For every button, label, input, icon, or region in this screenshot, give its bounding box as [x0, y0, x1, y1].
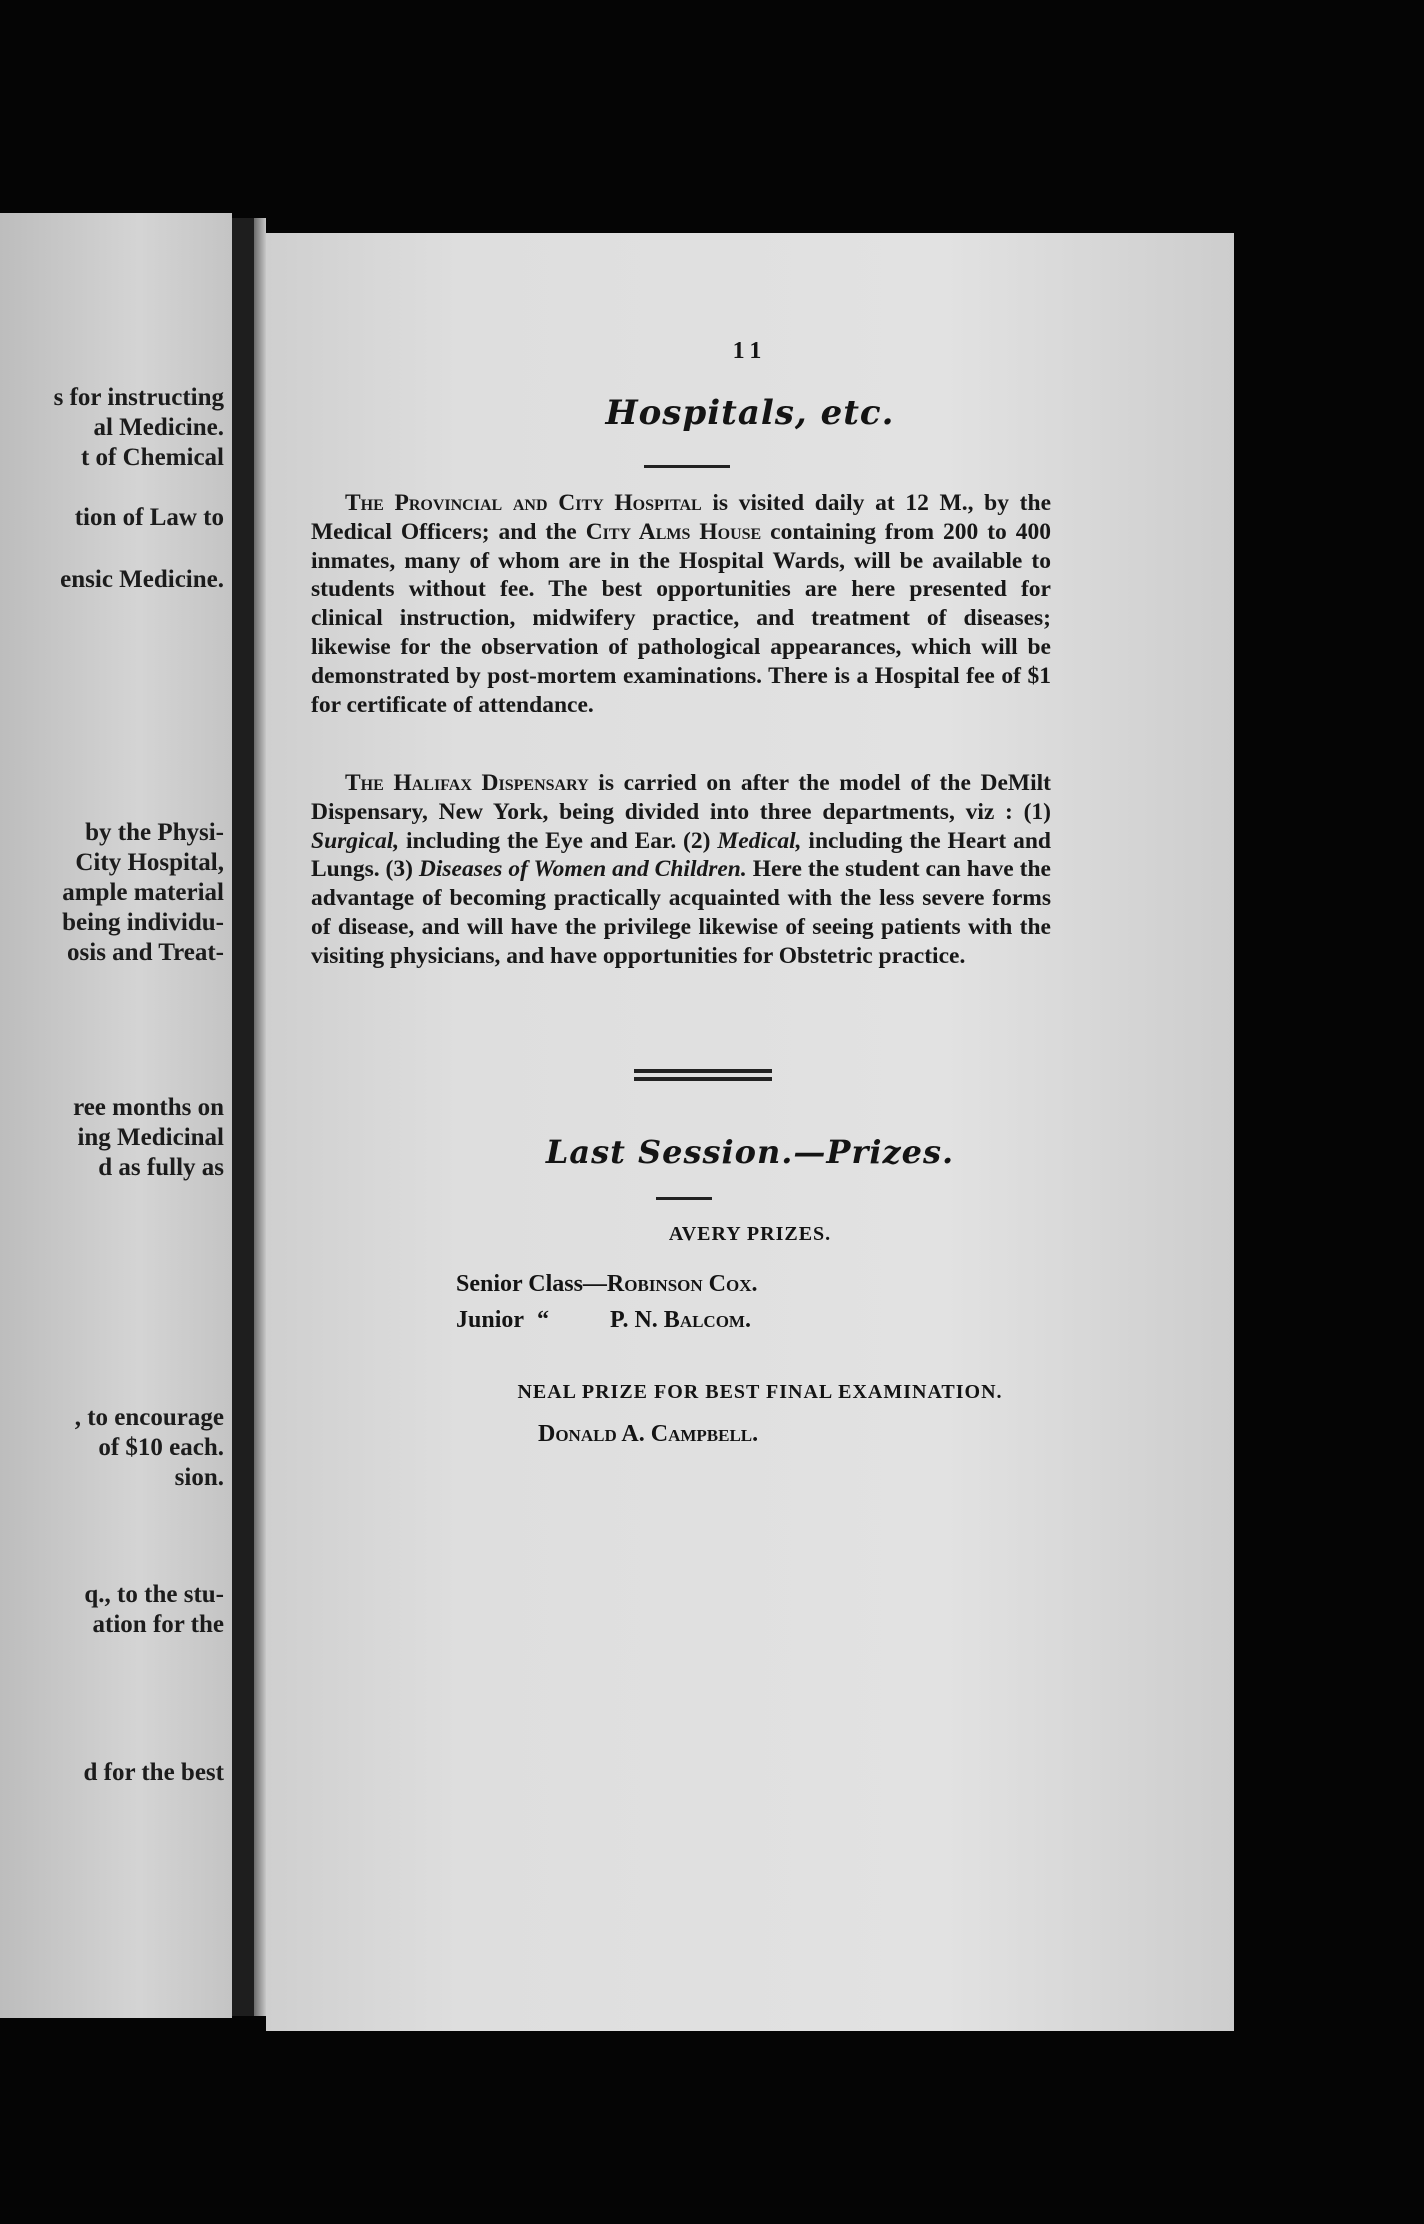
paragraph-dispensary: [311, 769, 1051, 971]
left-page-line: ample material: [62, 879, 224, 906]
italic-term: Surgical,: [311, 827, 400, 854]
left-page-line: ensic Medicine.: [60, 566, 224, 593]
page-gutter: [232, 218, 254, 2016]
left-page-line: t of Chemical: [80, 444, 224, 471]
left-page-line: q., to the stu-: [84, 1581, 224, 1608]
senior-prize-line: [456, 1271, 758, 1298]
section-divider: [634, 1069, 772, 1081]
ditto-mark: “: [537, 1307, 550, 1333]
left-page-line: al Medicine.: [93, 414, 224, 441]
avery-prizes-heading: AVERY PRIZES.: [668, 1223, 832, 1245]
hospital-name: The Provincial and City Hospital: [345, 490, 702, 516]
section-heading-prizes: Last Session.—Prizes.: [545, 1133, 955, 1171]
left-page-line: ation for the: [92, 1611, 224, 1638]
senior-label: Senior Class—: [456, 1271, 607, 1297]
left-page-line: ree months on: [73, 1094, 224, 1121]
gutter-shadow: [254, 218, 266, 2016]
heading-rule: [644, 465, 730, 468]
left-page-line: of $10 each.: [98, 1434, 224, 1461]
left-page-line: City Hospital,: [75, 849, 224, 876]
left-page-line: osis and Treat-: [67, 939, 224, 966]
text-run: is visited daily at 12 M., by the Medical Officers; and the: [311, 490, 1051, 545]
left-page-line: d as fully as: [98, 1154, 224, 1181]
junior-label: Junior: [456, 1307, 525, 1333]
italic-term: Medical,: [717, 827, 802, 854]
text-run: including the Eye and Ear. (2): [399, 827, 718, 854]
paragraph-hospital: [311, 489, 1051, 719]
italic-term: Diseases of Women and Children.: [418, 856, 747, 883]
left-page-line: by the Physi-: [85, 819, 224, 846]
left-page-line: s for instructing: [53, 384, 224, 411]
heading-rule: [656, 1197, 712, 1200]
text-run: containing from 200 to 400 inmates, many of whom are in the Hospital Wards, will be available to students without fee. The best opportunities are here presented for clinical instruction, midwifery practice, and treatment of diseases; likewise for the observation of pathological appearances, which will be demonstrated by post-mortem examinations. There is a Hospital fee of $1 for certificate of attendance.: [311, 518, 1051, 718]
junior-prize-line: [456, 1307, 751, 1334]
junior-winner: P. N. Balcom.: [610, 1307, 751, 1333]
text-run: is carried on after the model of the DeMilt Dispensary, New York, being divided into three departments, viz : (1): [311, 770, 1051, 825]
left-page-line: ing Medicinal: [77, 1124, 224, 1151]
left-page-line: d for the best: [83, 1759, 224, 1786]
left-page-line: , to encourage: [74, 1404, 224, 1431]
left-page-line: tion of Law to: [74, 504, 224, 531]
neal-winner: Donald A. Campbell.: [538, 1421, 759, 1447]
dispensary-name: The Halifax Dispensary: [345, 770, 589, 796]
text-run: Here the student can have the advantage of becoming practically acquainted with the less severe forms of disease, and will have the privilege likewise of seeing patients with the visiting physicians, and have opportunities for Obstetric practice.: [311, 856, 1051, 969]
alms-house-name: City Alms House: [585, 518, 762, 545]
neal-prize-heading: NEAL PRIZE FOR BEST FINAL EXAMINATION.: [517, 1381, 1003, 1403]
right-page: [266, 233, 1234, 2031]
left-page-line: being individu-: [62, 909, 224, 936]
text-run: including the Heart and Lungs. (3): [311, 827, 1052, 883]
left-page-line: sion.: [174, 1464, 224, 1491]
page-number: 11: [732, 338, 768, 364]
senior-winner: Robinson Cox.: [606, 1271, 758, 1297]
section-heading-hospitals: Hospitals, etc.: [605, 393, 895, 433]
left-page-fragment: [0, 213, 232, 2018]
